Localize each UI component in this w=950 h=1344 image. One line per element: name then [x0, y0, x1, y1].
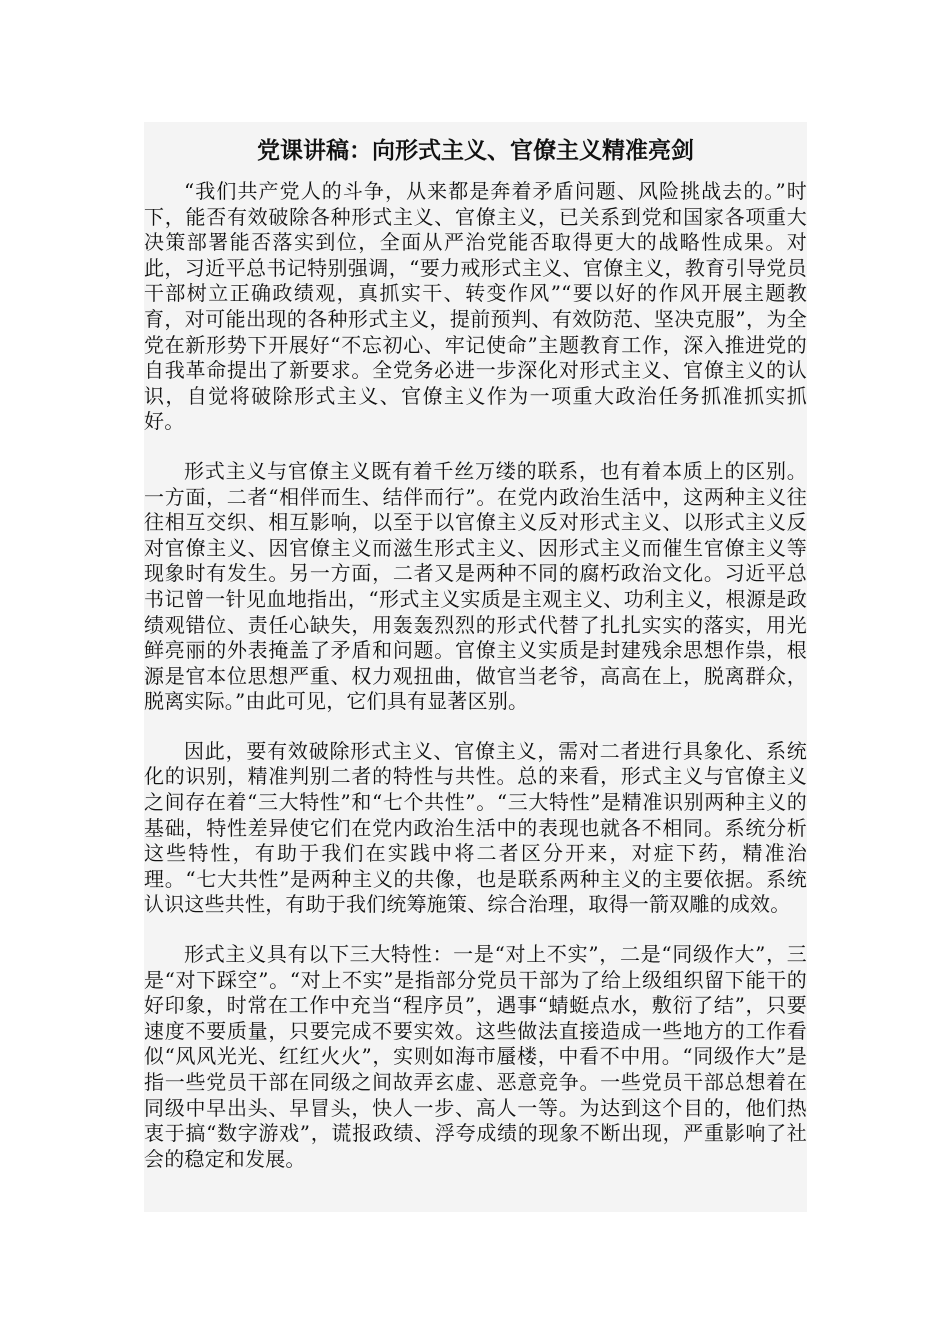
- paragraph-4: 形式主义具有以下三大特性：一是“对上不实”，二是“同级作大”，三是“对下踩空”。“对上不实”是指部分党员干部为了给上级组织留下能干的好印象，时常在工作中充当“程序员”，遇事“蜻蜓点水，敷衍了结”，只要速度不要质量，只要完成不要实效。这些做法直接造成一些地方的工作看似“风风光光、红红火火”，实则如海市蜃楼，中看不中用。“同级作大”是指一些党员干部在同级之间故弄玄虚、恶意竞争。一些党员干部总想着在同级中早出头、早冒头，快人一步、高人一等。为达到这个目的，他们热衷于搞“数字游戏”，谎报政绩、浮夸成绩的现象不断出现，严重影响了社会的稳定和发展。: [144, 942, 807, 1171]
- document-body: [144, 122, 807, 1212]
- paragraph-1: “我们共产党人的斗争，从来都是奔着矛盾问题、风险挑战去的。”时下，能否有效破除各种形式主义、官僚主义，已关系到党和国家各项重大决策部署能否落实到位，全面从严治党能否取得更大的战略性成果。对此，习近平总书记特别强调，“要力戒形式主义、官僚主义，教育引导党员干部树立正确政绩观，真抓实干、转变作风”“要以好的作风开展主题教育，对可能出现的各种形式主义，提前预判、有效防范、坚决克服”，为全党在新形势下开展好“不忘初心、牢记使命”主题教育工作，深入推进党的自我革命提出了新要求。全党务必进一步深化对形式主义、官僚主义的认识，自觉将破除形式主义、官僚主义作为一项重大政治任务抓准抓实抓好。: [144, 179, 807, 434]
- paragraph-3: 因此，要有效破除形式主义、官僚主义，需对二者进行具象化、系统化的识别，精准判别二者的特性与共性。总的来看，形式主义与官僚主义之间存在着“三大特性”和“七个共性”。“三大特性”是精准识别两种主义的基础，特性差异使它们在党内政治生活中的表现也就各不相同。系统分析这些特性，有助于我们在实践中将二者区分开来，对症下药，精准治理。“七大共性”是两种主义的共像，也是联系两种主义的主要依据。系统认识这些共性，有助于我们统筹施策、综合治理，取得一箭双雕的成效。: [144, 738, 807, 917]
- document-title: 党课讲稿：向形式主义、官僚主义精准亮剑: [257, 137, 694, 164]
- paragraph-2: 形式主义与官僚主义既有着千丝万缕的联系，也有着本质上的区别。一方面，二者“相伴而生、结伴而行”。在党内政治生活中，这两种主义往往相互交织、相互影响，以至于以官僚主义反对形式主义、以形式主义反对官僚主义、因官僚主义而滋生形式主义、因形式主义而催生官僚主义等现象时有发生。另一方面，二者又是两种不同的腐朽政治文化。习近平总书记曾一针见血地指出，“形式主义实质是主观主义、功利主义，根源是政绩观错位、责任心缺失，用轰轰烈烈的形式代替了扎扎实实的落实，用光鲜亮丽的外表掩盖了矛盾和问题。官僚主义实质是封建残余思想作祟，根源是官本位思想严重、权力观扭曲，做官当老爷，高高在上，脱离群众，脱离实际。”由此可见，它们具有显著区别。: [144, 458, 807, 714]
